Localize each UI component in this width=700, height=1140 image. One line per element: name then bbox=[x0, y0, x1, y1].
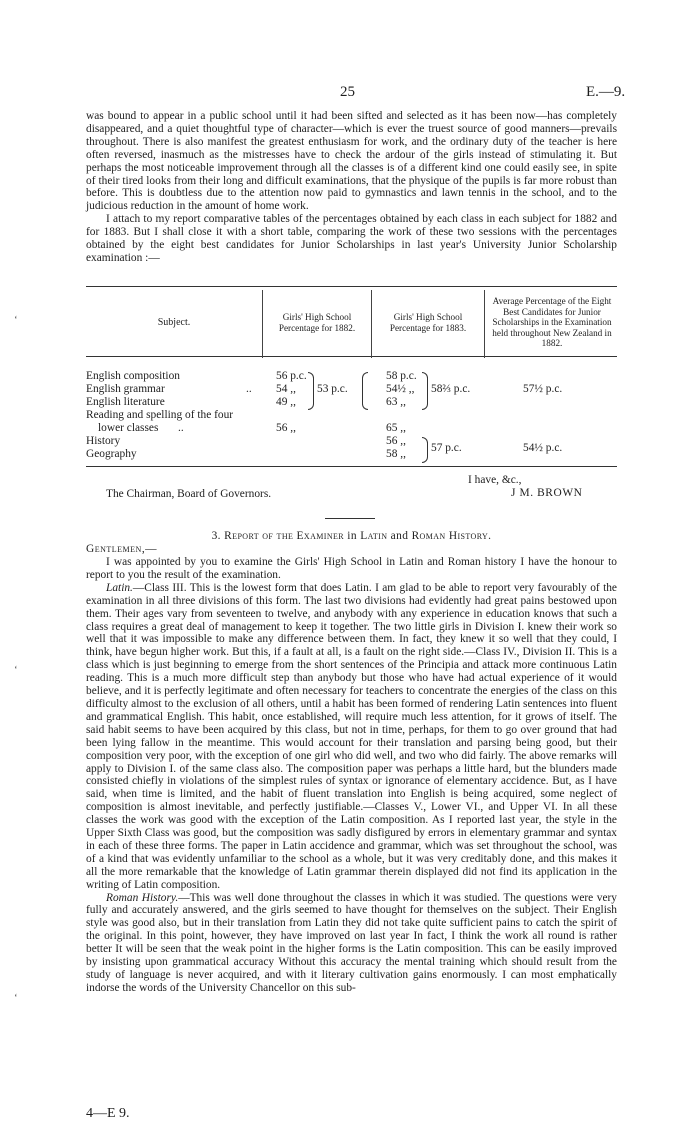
section-title: Roman History. bbox=[411, 530, 492, 542]
subject-cell: English grammar bbox=[86, 383, 165, 395]
report-body bbox=[86, 556, 617, 995]
body-paragraph bbox=[86, 892, 617, 995]
pct-1882-group: 53 p.c. bbox=[317, 383, 348, 395]
col-header-1883: Girls' High School Percentage for 1883. bbox=[389, 312, 467, 333]
subject-cell: lower classes bbox=[98, 422, 159, 434]
table-bottom-rule bbox=[86, 466, 617, 467]
intro-text bbox=[86, 110, 617, 265]
pct-1883-cell: 54½ ,, bbox=[386, 383, 415, 395]
paragraph-text: —Class III. This is the lowest form that does Latin. I am glad to be able to report very favourably of the examination in all three divisions of this form. The last two divisions had evidently had great pains bestowed upon them. Their ages vary from seventeen to twelve, and anybody with any experience in education knows that such a class requires a great deal of management to keep it together. The two little girls in Division I. knew their work so well that it was impossible to make any difference between them. In fact, they knew it so well that they could, I think, have begun higher work. But this, if a fault at all, is a fault on the right side.—Class IV., Division II. This is a class which is just beginning to emerge from the short sentences of the Principia and attack more continuous Latin reading. This is a much more difficult step than anybody but those who have had actual experience of it would believe, and it is perfectly legitimate and often necessary for teachers to concentrate the energies of the class on this difficulty almost to the exclusion of all others, until a habit has been formed of rendering Latin sentences into fluent and grammatical English. This habit, once established, will require much less attention, for it grows of itself. The said habit seems to have been acquired by this class, but not in time, perhaps, for them to go over ground that had been lying fallow in the meantime. This would account for their translation and parsing being good, but their composition very poor, with the exception of one girl who did well, and two who did fairly. The above remarks will apply to Division I. of the same class also. The composition paper was perhaps a little hard, but the blunders made consisted chiefly in violations of the simplest rules of syntax or ignorance of elementary accidence. But, as I have said, when time is limited, and the habit of fluent translation into English is being acquired, some neglect of composition is almost inevitable, and perfectly justifiable.—Classes V., Lower VI., and Upper VI. In all these classes the work was good with the exception of the Latin composition. As I reported last year, the style in the Upper Sixth Class was good, but the composition was sadly disfigured by errors in elementary grammar and syntax in each of these three forms. The paper in Latin accidence and grammar, which was set throughout the school, was of a kind that was evidently unfamiliar to the school as a whole, but it was very creditably done, and this makes it all the more remarkable that the knowledge of Latin grammar therein displayed did not find its application in the writing of Latin composition. bbox=[86, 581, 617, 891]
margin-mark: ‘ bbox=[14, 314, 18, 326]
margin-mark: ‘ bbox=[14, 664, 18, 676]
col-header-subject: Subject. bbox=[157, 317, 191, 328]
group-brace bbox=[362, 372, 368, 410]
table-divider bbox=[262, 290, 263, 358]
leader-dots: .. bbox=[178, 422, 184, 434]
average-cell: 57½ p.c. bbox=[523, 383, 563, 395]
section-divider bbox=[325, 518, 375, 519]
section-heading bbox=[86, 530, 617, 543]
subject-cell: Geography bbox=[86, 448, 137, 460]
greeting: Gentlemen,— bbox=[86, 543, 158, 555]
table-top-rule bbox=[86, 286, 617, 287]
section-title: Examiner bbox=[296, 530, 345, 542]
leader-dots: .. bbox=[246, 383, 252, 395]
paragraph-lead: Latin. bbox=[106, 581, 133, 594]
pct-1882-cell: 54 ,, bbox=[276, 383, 296, 395]
section-title: and bbox=[390, 530, 409, 542]
pct-1883-cell: 58 ,, bbox=[386, 448, 406, 460]
page-number: 25 bbox=[340, 84, 355, 100]
subject-cell: Reading and spelling of the four bbox=[86, 409, 234, 421]
subject-cell: English composition bbox=[86, 370, 180, 382]
body-paragraph bbox=[86, 582, 617, 892]
paragraph-text: —This was well done throughout the classes in which it was studied. The questions were very fully and accurately answered, and the girls seemed to have thought for themselves on the subject. Their English style was good also, but in their translation from Latin they did not take quite sufficient pains to catch the spirit of the original. In this point, however, they have improved on last year In fact, I think the work all round is rather better It will be seen that the weak point in the higher forms is the Latin composition. This can be easily improved by insisting upon grammatical accuracy Without this accuracy the mental training which should result from the study of language is never acquired, and with it literary cultivation gains enormously. I can most emphatically indorse the words of the University Chancellor on this sub- bbox=[86, 891, 617, 994]
section-title: Report of the bbox=[224, 530, 294, 542]
table-divider bbox=[484, 290, 485, 358]
pct-1883-cell: 63 ,, bbox=[386, 396, 406, 408]
margin-mark: ‘ bbox=[14, 992, 18, 1004]
subject-cell: History bbox=[86, 435, 121, 447]
addressee: The Chairman, Board of Governors. bbox=[106, 488, 272, 500]
section-title: Latin bbox=[360, 530, 388, 542]
body-paragraph bbox=[86, 556, 617, 582]
col-header-1882: Girls' High School Percentage for 1882. bbox=[278, 312, 356, 333]
signature: J M. BROWN bbox=[511, 487, 583, 499]
group-brace bbox=[308, 372, 314, 410]
section-title: in bbox=[347, 530, 357, 542]
intro-paragraph: I attach to my report comparative tables of the percentages obtained by each class in each subject for 1882 and for 1883. But I shall close it with a short table, comparing the work of these two sessions with the percentages obtained by the eight best candidates for Junior Scholarships in last year's University Junior Scholarship examination :— bbox=[86, 213, 617, 264]
group-brace bbox=[422, 437, 428, 463]
section-number: 3. bbox=[211, 530, 221, 542]
average-cell: 54½ p.c. bbox=[523, 442, 563, 454]
pct-1883-cell: 56 ,, bbox=[386, 435, 406, 447]
footer-signature-mark: 4—E 9. bbox=[86, 1106, 130, 1121]
table-divider bbox=[371, 290, 372, 358]
pct-1882-cell: 56 ,, bbox=[276, 422, 296, 434]
paragraph-lead: Roman History. bbox=[106, 891, 179, 904]
paragraph-text: I was appointed by you to examine the Girls' High School in Latin and Roman history I have the honour to report to you the result of the examination. bbox=[86, 556, 617, 581]
group-brace bbox=[422, 372, 428, 410]
col-header-average: Average Percentage of the Eight Best Candidates for Junior Scholarships in the Examination held throughout New Zealand in 1882. bbox=[492, 296, 612, 348]
document-reference: E.—9. bbox=[586, 84, 626, 100]
pct-1883-cell: 58 p.c. bbox=[386, 370, 417, 382]
comparison-table bbox=[86, 290, 617, 460]
pct-1883-cell: 65 ,, bbox=[386, 422, 406, 434]
pct-1883-group: 57 p.c. bbox=[431, 442, 462, 454]
pct-1882-cell: 49 ,, bbox=[276, 396, 296, 408]
pct-1882-cell: 56 p.c. bbox=[276, 370, 307, 382]
intro-paragraph: was bound to appear in a public school until it had been sifted and selected as it has been now—has completely disappeared, and a quiet thoughtful type of character—which is ever the truest source of good manners—prevails throughout. There is also manifest the greatest enthusiasm for work, and the ordinary duty of the teacher is here often reversed, inasmuch as the mistresses have to check the ardour of the girls instead of stimulating it. But perhaps the most noticeable improvement through all the classes is of a different kind one could easily see, in spite of their tired looks from their long and difficult examinations, that the physique of the pupils is far more robust than before. This is doubtless due to the attention now paid to gymnastics and lawn tennis in the school, and to the judicious reduction in the amount of home work. bbox=[86, 110, 617, 213]
pct-1883-group: 58⅔ p.c. bbox=[431, 383, 471, 395]
subject-cell: English literature bbox=[86, 396, 165, 408]
closing-salutation: I have, &c., bbox=[468, 474, 522, 486]
